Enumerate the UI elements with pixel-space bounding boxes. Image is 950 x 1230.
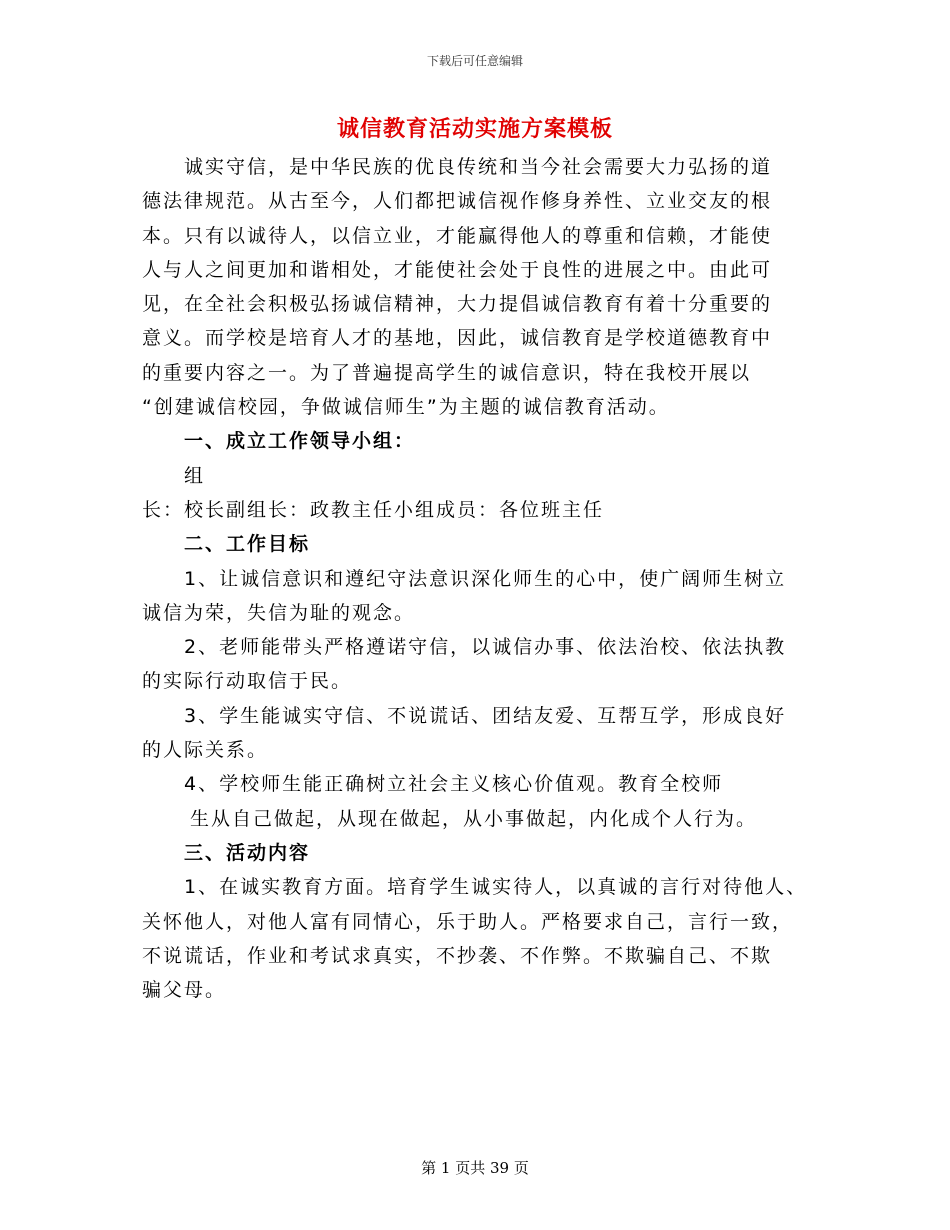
- paragraph-line: 意义。而学校是培育人才的基地，因此，诚信教育是学校道德教育中: [142, 327, 773, 350]
- section-heading-1: 一、成立工作领导小组：: [184, 430, 416, 453]
- paragraph-line: 诚信为荣，失信为耻的观念。: [142, 601, 416, 624]
- document-body: [142, 150, 822, 1007]
- paragraph-line: 组: [184, 464, 206, 487]
- paragraph-line: 4、学校师生能正确树立社会主义核心价值观。教育全校师: [184, 773, 724, 796]
- paragraph-line: 诚实守信，是中华民族的优良传统和当今社会需要大力弘扬的道: [184, 156, 773, 178]
- section-heading-3: 三、活动内容: [184, 841, 311, 864]
- paragraph-line: 本。只有以诚待人，以信立业，才能赢得他人的尊重和信赖，才能使: [142, 224, 773, 247]
- paragraph-line: 的重要内容之一。为了普遍提高学生的诚信意识，特在我校开展以: [142, 361, 752, 384]
- paragraph-line: “创建诚信校园，争做诚信师生”为主题的诚信教育活动。: [142, 396, 670, 419]
- paragraph-line: 人与人之间更加和谐相处，才能使社会处于良性的进展之中。由此可: [142, 258, 773, 281]
- document-title: 诚信教育活动实施方案模板: [336, 117, 613, 142]
- paragraph-line: 骗父母。: [142, 979, 227, 1002]
- paragraph-line: 的实际行动取信于民。: [142, 670, 353, 693]
- header-note: 下载后可任意编辑: [426, 54, 523, 68]
- page-footer: 第 1 页共 39 页: [421, 1159, 529, 1177]
- paragraph-line: 长：校长副组长：政教主任小组成员：各位班主任: [142, 498, 605, 521]
- paragraph-line: 不说谎话，作业和考试求真实，不抄袭、不作弊。不欺骗自己、不欺: [142, 944, 773, 967]
- paragraph-line: 德法律规范。从古至今，人们都把诚信视作修身养性、立业交友的根: [142, 190, 773, 213]
- paragraph-line: 的人际关系。: [142, 739, 269, 762]
- paragraph-line: 关怀他人，对他人富有同情心，乐于助人。严格要求自己，言行一致，: [142, 910, 794, 933]
- section-heading-2: 二、工作目标: [184, 533, 311, 556]
- paragraph-line: 2、老师能带头严格遵诺守信，以诚信办事、依法治校、依法执教: [184, 636, 787, 659]
- paragraph-line: 见，在全社会积极弘扬诚信精神，大力提倡诚信教育有着十分重要的: [142, 293, 773, 316]
- paragraph-line: 1、让诚信意识和遵纪守法意识深化师生的心中，使广阔师生树立: [184, 567, 787, 590]
- paragraph-line: 1、在诚实教育方面。培育学生诚实待人，以真诚的言行对待他人、: [184, 876, 808, 899]
- paragraph-line: 生从自己做起，从现在做起，从小事做起，内化成个人行为。: [190, 807, 758, 830]
- paragraph-line: 3、学生能诚实守信、不说谎话、团结友爱、互帮互学，形成良好: [184, 704, 787, 727]
